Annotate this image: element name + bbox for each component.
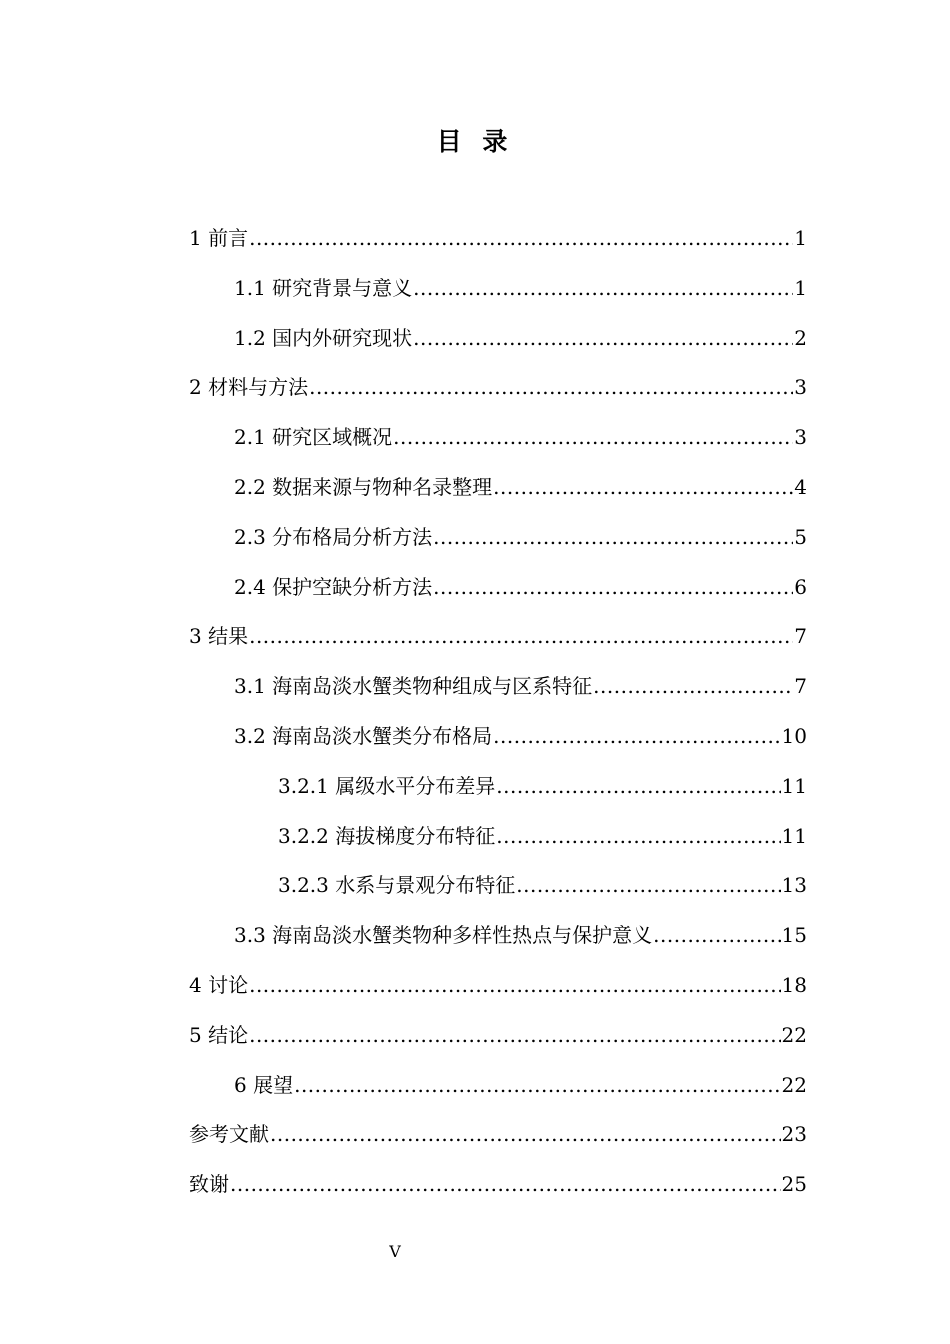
- toc-leader-dots: [493, 712, 780, 762]
- toc-entry-label: 4 讨论: [189, 972, 249, 997]
- toc-entry-label: 3.2.2 海拔梯度分布特征: [278, 823, 496, 848]
- toc-entry[interactable]: [189, 264, 807, 314]
- toc-entry-label: 5 结论: [189, 1022, 249, 1047]
- toc-entry[interactable]: [189, 563, 807, 613]
- toc-entry[interactable]: [189, 1061, 807, 1111]
- toc-entry[interactable]: [189, 1110, 807, 1160]
- toc-entry-label: 3.2.3 水系与景观分布特征: [278, 873, 516, 898]
- toc-leader-dots: [249, 612, 793, 662]
- toc-leader-dots: [270, 1110, 781, 1160]
- toc-leader-dots: [433, 513, 793, 563]
- toc-entry-label: 1 前言: [189, 226, 249, 250]
- toc-leader-dots: [516, 861, 780, 911]
- toc-entry-label: 3.2 海南岛淡水蟹类分布格局: [234, 723, 493, 748]
- toc-entry-page: 1: [794, 275, 807, 300]
- toc-entry[interactable]: [189, 314, 807, 364]
- toc-entry-page: 3: [794, 375, 807, 400]
- toc-leader-dots: [433, 563, 793, 613]
- toc-entry-page: 1: [794, 226, 807, 250]
- toc-entry[interactable]: [189, 662, 807, 712]
- toc-entry[interactable]: [189, 911, 807, 961]
- toc-entry-page: 10: [781, 723, 807, 748]
- toc-leader-dots: [230, 1160, 781, 1210]
- toc-entry[interactable]: [189, 1011, 807, 1061]
- toc-leader-dots: [653, 911, 780, 961]
- toc-entry-page: 7: [794, 624, 807, 649]
- toc-entry[interactable]: [189, 712, 807, 762]
- toc-entry[interactable]: [189, 513, 807, 563]
- toc-entry[interactable]: [189, 861, 807, 911]
- toc-entry-page: 23: [781, 1122, 807, 1147]
- toc-entry-label: 3.3 海南岛淡水蟹类物种多样性热点与保护意义: [234, 923, 653, 948]
- toc-entry-page: 25: [781, 1172, 807, 1197]
- toc-entry[interactable]: [189, 612, 807, 662]
- toc-leader-dots: [413, 314, 793, 364]
- toc-entry[interactable]: [189, 812, 807, 862]
- toc-entry[interactable]: [189, 1160, 807, 1210]
- toc-entry-page: 2: [794, 325, 807, 350]
- toc-leader-dots: [496, 762, 780, 812]
- toc-entry[interactable]: [189, 413, 807, 463]
- toc-entry-label: 1.1 研究背景与意义: [234, 275, 413, 300]
- toc-entry[interactable]: [189, 961, 807, 1011]
- toc-entry-page: 4: [794, 474, 807, 499]
- page-number: V: [389, 1242, 401, 1261]
- toc-entry-page: 22: [781, 1072, 807, 1097]
- toc-leader-dots: [393, 413, 793, 463]
- toc-entry-label: 致谢: [189, 1172, 229, 1197]
- toc-leader-dots: [496, 812, 780, 862]
- toc-entry-page: 18: [781, 972, 807, 997]
- toc-entry-label: 2.3 分布格局分析方法: [234, 524, 433, 549]
- toc-entry-label: 6 展望: [234, 1072, 294, 1097]
- toc-entry-label: 2.2 数据来源与物种名录整理: [234, 474, 493, 499]
- toc-leader-dots: [249, 214, 793, 264]
- toc-entry-page: 15: [781, 923, 807, 948]
- toc-entry-page: 5: [794, 524, 807, 549]
- toc-leader-dots: [493, 463, 793, 513]
- toc-entry-page: 7: [794, 674, 807, 699]
- toc-entry-page: 11: [781, 773, 807, 798]
- toc-leader-dots: [249, 961, 780, 1011]
- toc-leader-dots: [309, 363, 793, 413]
- toc-entry-page: 13: [781, 873, 807, 898]
- toc-entry-page: 22: [781, 1022, 807, 1047]
- toc-leader-dots: [413, 264, 793, 314]
- toc-entry[interactable]: [189, 463, 807, 513]
- toc-entry-label: 2.4 保护空缺分析方法: [234, 574, 433, 599]
- toc-entry-label: 2.1 研究区域概况: [234, 425, 393, 450]
- toc-leader-dots: [593, 662, 793, 712]
- toc-entry-label: 3.1 海南岛淡水蟹类物种组成与区系特征: [234, 674, 593, 699]
- toc-entry-page: 11: [781, 823, 807, 848]
- table-of-contents: [189, 214, 807, 1210]
- toc-entry[interactable]: [189, 762, 807, 812]
- toc-entry-page: 3: [794, 425, 807, 450]
- toc-title: 目 录: [436, 127, 514, 156]
- toc-leader-dots: [294, 1061, 780, 1111]
- toc-entry-label: 1.2 国内外研究现状: [234, 325, 413, 350]
- toc-entry-label: 参考文献: [189, 1122, 269, 1147]
- toc-entry-label: 3.2.1 属级水平分布差异: [278, 773, 496, 798]
- toc-entry[interactable]: [189, 363, 807, 413]
- toc-entry-label: 3 结果: [189, 624, 249, 649]
- toc-entry[interactable]: [189, 214, 807, 264]
- toc-entry-label: 2 材料与方法: [189, 375, 309, 400]
- toc-entry-page: 6: [794, 574, 807, 599]
- toc-leader-dots: [249, 1011, 780, 1061]
